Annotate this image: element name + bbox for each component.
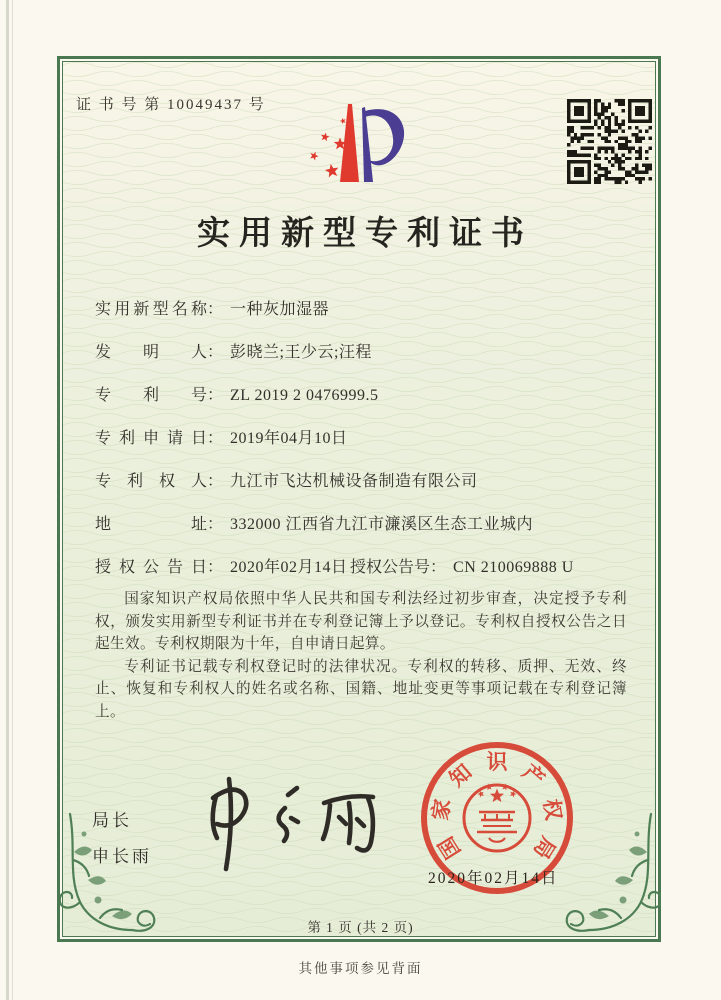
svg-text:识: 识 (486, 750, 508, 774)
signer-block (92, 806, 152, 878)
svg-text:权: 权 (538, 797, 566, 822)
field-row-inventors (95, 339, 372, 362)
field-colon: ： (207, 473, 224, 490)
legal-paragraph-2: 专利证书记载专利权登记时的法律状况。专利权的转移、质押、无效、终止、恢复和专利权人的姓名或名称、国籍、地址变更等事项记载在专利登记簿上。 (95, 658, 627, 720)
grant-date-label: 授权公告日 (95, 559, 207, 576)
paper-edge-line-2 (12, 0, 13, 1000)
field-value: 2019年04月10日 (230, 430, 348, 447)
field-colon: ： (207, 344, 224, 361)
svg-text:知: 知 (444, 759, 477, 792)
commissioner-signature (188, 772, 403, 877)
grant-no-label: 授权公告号 (350, 559, 431, 576)
svg-text:局: 局 (528, 832, 561, 863)
reverse-side-note: 其他事项参见背面 (298, 961, 423, 976)
field-colon: ： (207, 516, 224, 533)
certificate-title: 实用新型专利证书 (197, 216, 533, 252)
page-number: 第 1 页 (共 2 页) (307, 920, 414, 935)
field-value: 332000 江西省九江市濂溪区生态工业城内 (230, 516, 534, 533)
field-label: 专利权人 (95, 473, 207, 490)
field-label: 专利申请日 (95, 430, 207, 447)
signer-title: 局长 (92, 811, 132, 830)
svg-text:国: 国 (433, 832, 466, 863)
legal-paragraph-1: 国家知识产权局依照中华人民共和国专利法经过初步审查，决定授予专利权，颁发实用新型专利证书并在专利登记簿上予以登记。专利权自授权公告之日起生效。专利权期限为十年，自申请日起算。 (95, 591, 627, 652)
svg-text:产: 产 (517, 759, 550, 792)
signer-name: 申长雨 (92, 847, 152, 866)
seal-date: 2020年02月14日 (428, 870, 559, 887)
grant-no-value: CN 210069888 U (453, 559, 574, 576)
paper-edge-line (6, 0, 9, 1000)
field-value: 彭晓兰;王少云;汪程 (230, 344, 372, 361)
field-label: 专利号 (95, 387, 207, 404)
field-row-patent-number (95, 382, 378, 405)
field-value: 一种灰加湿器 (230, 301, 330, 318)
certificate-number: 证 书 号 第 10049437 号 (76, 97, 266, 113)
field-row-address (95, 511, 533, 534)
field-label: 地址 (95, 516, 207, 533)
field-label: 发明人 (95, 344, 207, 361)
grant-number-group (350, 554, 574, 577)
field-colon: ： (207, 430, 224, 447)
field-colon: ： (430, 559, 447, 576)
field-colon: ： (207, 301, 224, 318)
field-colon: ： (207, 559, 224, 576)
svg-text:家: 家 (428, 797, 456, 822)
cnipa-logo (298, 100, 422, 194)
field-row-filing-date (95, 425, 348, 448)
legal-text (95, 588, 627, 723)
grant-date-value: 2020年02月14日 (230, 559, 348, 576)
field-colon: ： (207, 387, 224, 404)
field-label: 实用新型名称 (95, 301, 207, 318)
field-row-name (95, 296, 329, 319)
field-row-patentee (95, 468, 478, 491)
field-value: 九江市飞达机械设备制造有限公司 (230, 473, 478, 490)
field-row-grant (95, 554, 574, 577)
field-value: ZL 2019 2 0476999.5 (230, 387, 379, 404)
qr-code (567, 99, 652, 184)
